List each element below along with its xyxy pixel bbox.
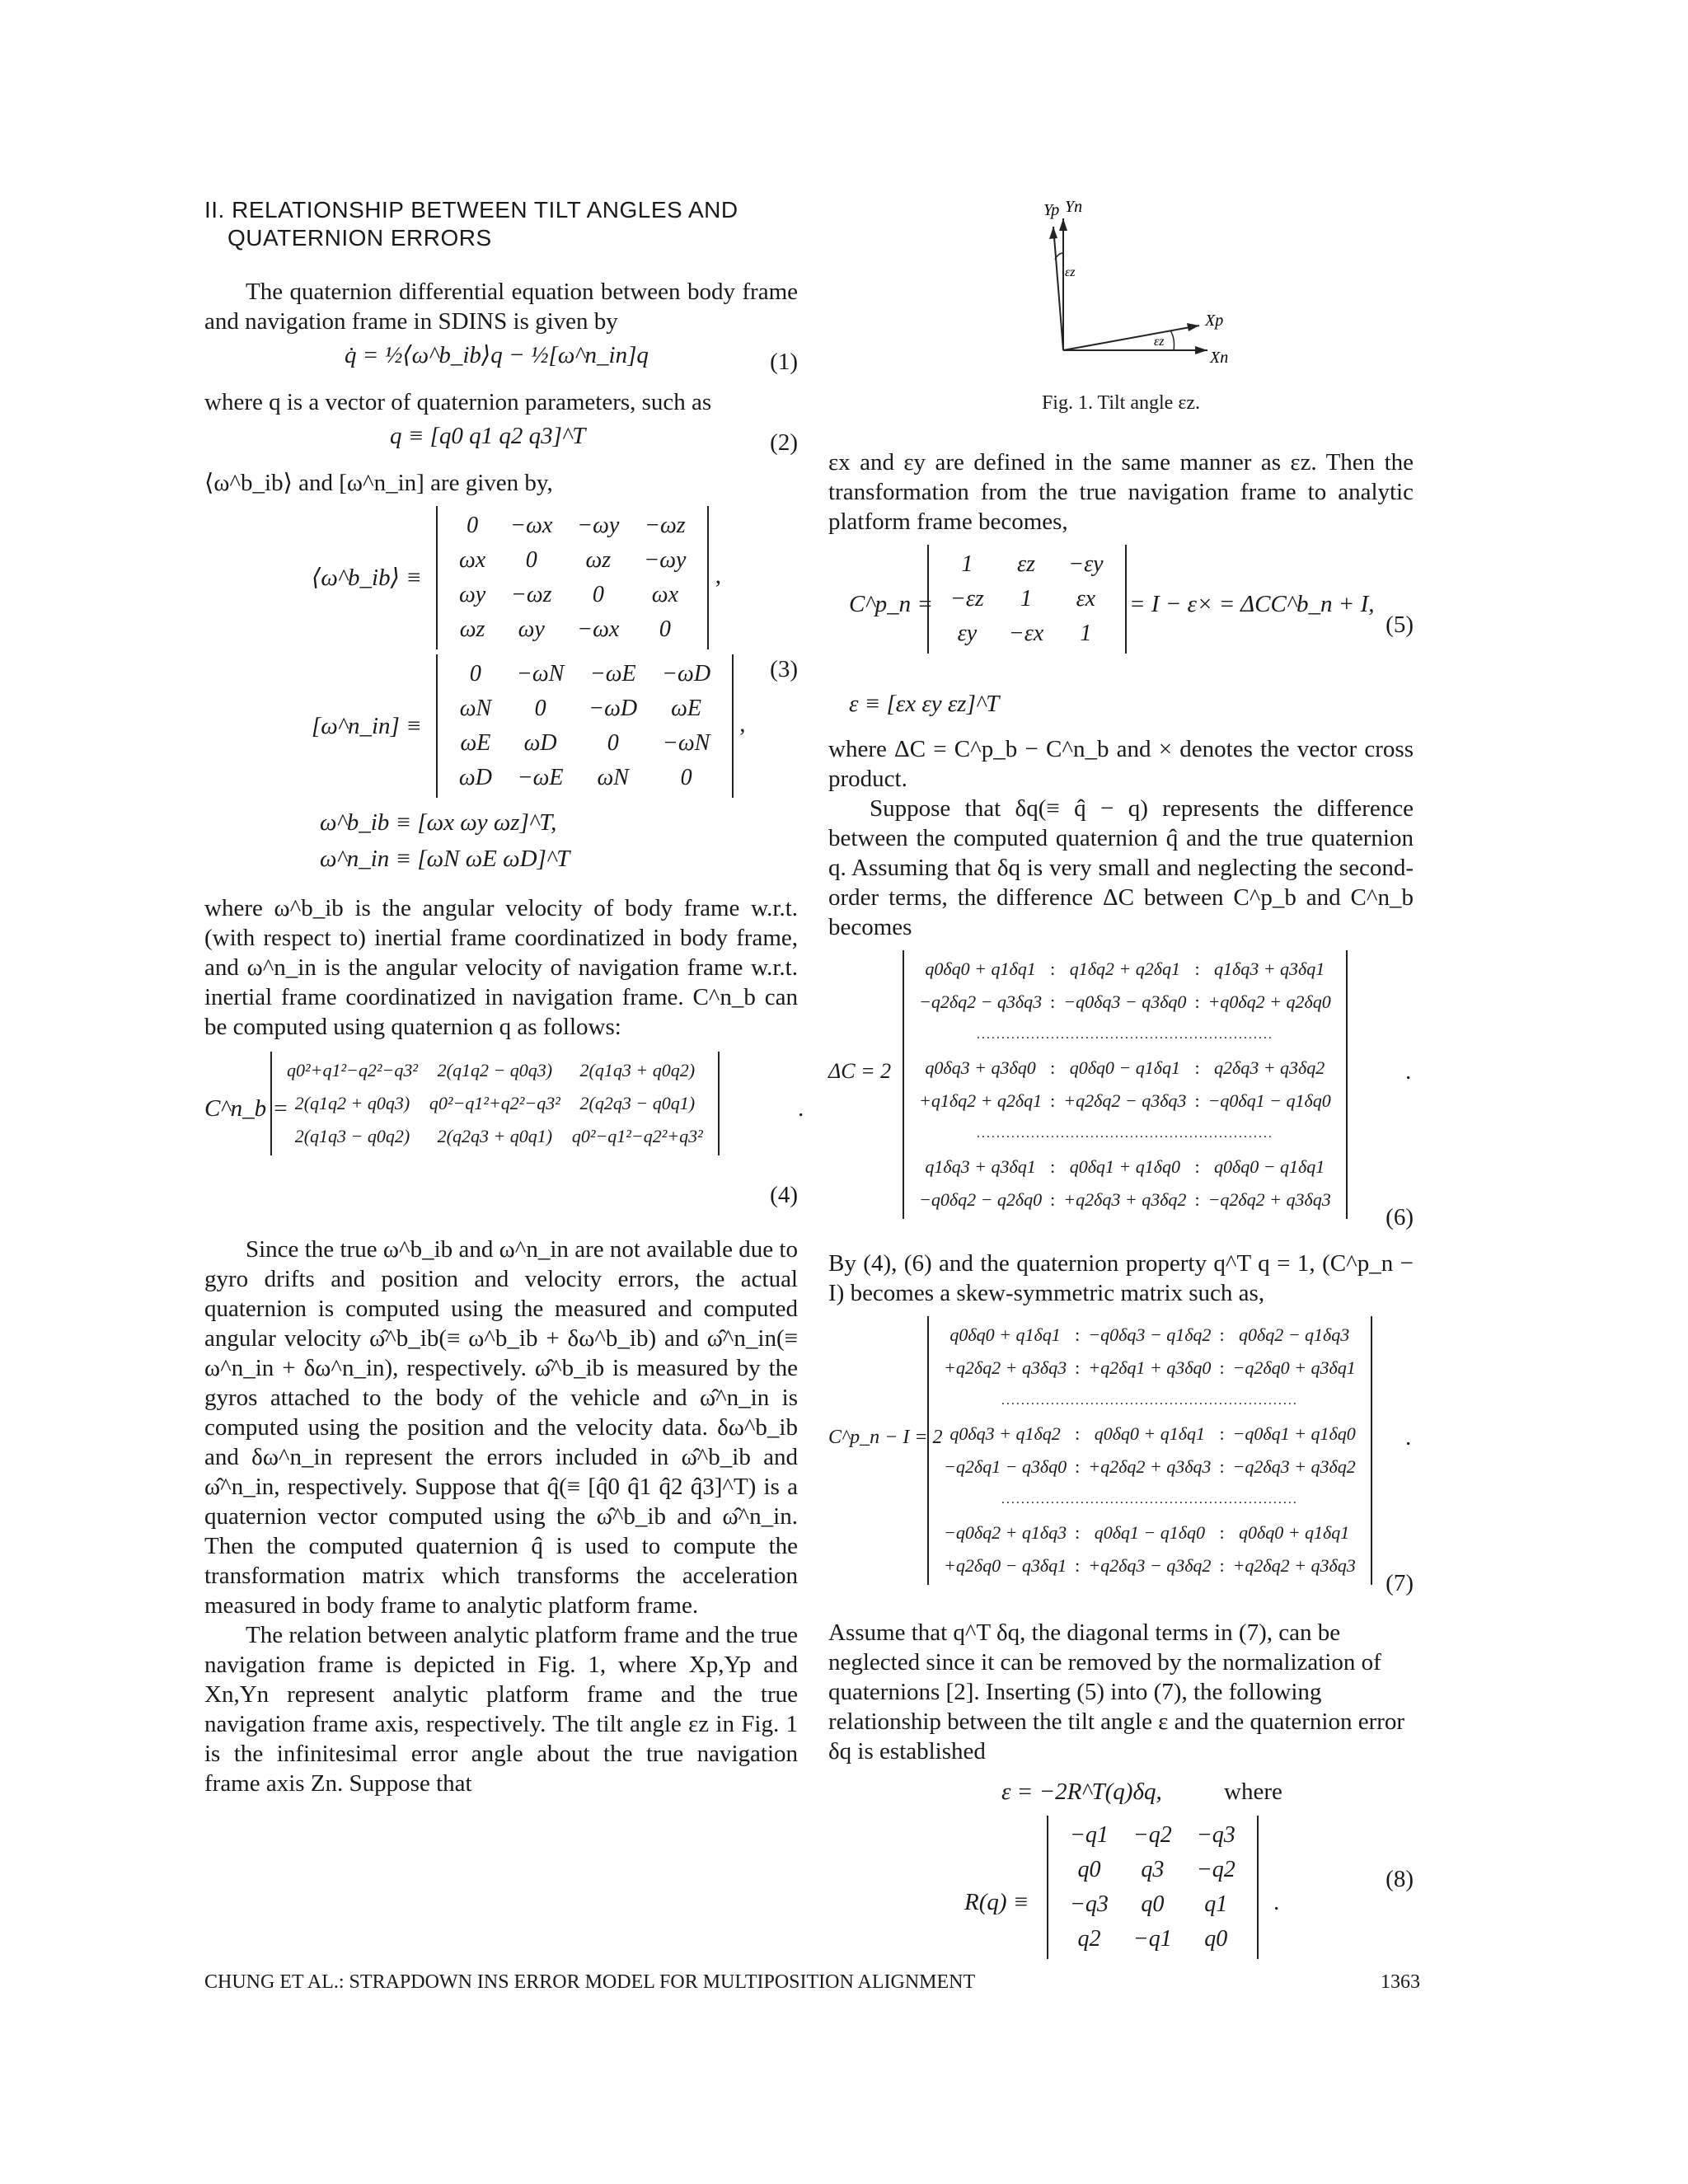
matrix-row — [282, 1055, 708, 1086]
paragraph-normalization: Assume that q^T δq, the diagonal terms in (7), can be neglected since it can be removed by the normalization of quaternions [2]. Inserting (5) into (7), the following relationship between the tilt angle ε and the quaternion error δq is established — [828, 1619, 1405, 1765]
matrix-cell: q0δq3 + q1δq2 — [950, 1423, 1061, 1444]
yp-label: Yp — [1043, 201, 1060, 219]
equation-8a-body: ε = −2R^T(q)δq, — [1001, 1779, 1162, 1805]
equation-2 — [204, 422, 798, 463]
matrix-cell: −q2δq1 − q3δq0 — [944, 1456, 1067, 1477]
matrix-cell: ωy — [518, 616, 545, 642]
matrix-cell: ωE — [671, 696, 702, 721]
matrix-cell: 1 — [1020, 586, 1032, 612]
matrix-cell: 2(q1q2 + q0q3) — [294, 1093, 410, 1113]
matrix-cell: −ωD — [662, 661, 711, 687]
right-column — [828, 194, 1414, 1998]
omega-ib-matrix — [436, 506, 709, 649]
paragraph-tilt-defs: εx and εy are defined in the same manner as εz. Then the transformation from the true navigation frame to analytic platform frame becomes, — [828, 449, 1414, 535]
matrix-cell: +q2δq2 + q3δq3 — [1232, 1555, 1356, 1576]
matrix-column-separator: : — [1075, 1423, 1081, 1444]
equation-3-vectors — [204, 804, 798, 877]
matrix-cell: 0 — [659, 616, 671, 642]
ez-label-lower: εz — [1154, 335, 1165, 349]
matrix-column-separator: : — [1194, 1189, 1200, 1210]
tilt-arc-x — [1170, 330, 1175, 350]
matrix-row — [448, 658, 722, 691]
paragraph-q-def: where q is a vector of quaternion parameters, such as — [204, 389, 712, 415]
matrix-cell: q0δq0 + q1δq1 — [1238, 1522, 1350, 1543]
matrix-column-separator: : — [1194, 958, 1200, 979]
equation-8a-where: where — [1224, 1779, 1282, 1805]
matrix-column-separator: : — [1075, 1357, 1081, 1378]
matrix-cell: 1 — [1080, 621, 1092, 646]
matrix-column-separator: : — [1050, 1156, 1056, 1177]
equation-6-lhs: ΔC = 2 — [828, 1059, 892, 1083]
equation-1 — [204, 341, 798, 382]
matrix-cell: 0 — [607, 730, 619, 756]
matrix-cell: ωy — [458, 582, 486, 607]
matrix-cell: −q3 — [1196, 1822, 1236, 1848]
yn-arrowhead — [1059, 218, 1067, 231]
matrix-cell: −q3 — [1070, 1891, 1109, 1917]
matrix-row — [1058, 1854, 1247, 1886]
equation-4-number-row — [204, 1180, 798, 1210]
equation-8 — [828, 1816, 1414, 1993]
matrix-row — [448, 727, 722, 760]
matrix-cell: q1δq3 + q3δq1 — [925, 1156, 1036, 1177]
tilt-angle-diagram — [1014, 194, 1228, 383]
omega-ib-vector: ω^b_ib ≡ [ωx ωy ωz]^T, — [320, 809, 557, 836]
matrix-cell: q0 — [1077, 1857, 1101, 1882]
equation-8a — [828, 1778, 1414, 1811]
matrix-cell: q0δq0 + q1δq1 — [1094, 1423, 1206, 1444]
matrix-cell: −q1 — [1070, 1822, 1109, 1848]
matrix-column-separator: : — [1194, 1090, 1200, 1111]
matrix-row — [939, 583, 1115, 616]
matrix-cell: q0δq0 + q1δq1 — [950, 1324, 1061, 1345]
matrix-cell: −q2δq2 + q3δq3 — [1207, 1189, 1331, 1210]
matrix-cell: 0 — [467, 513, 479, 538]
matrix-cell: −ωy — [577, 513, 620, 538]
matrix-cell: −q0δq3 − q3δq0 — [1063, 991, 1187, 1012]
equation-1-body: q̇ = ½⟨ω^b_ib⟩q − ½[ω^n_in]q — [345, 342, 649, 368]
matrix-cell: +q0δq2 + q2δq0 — [1207, 991, 1331, 1012]
matrix-column-separator: : — [1075, 1324, 1081, 1345]
matrix-column-separator: : — [1219, 1555, 1225, 1576]
matrix-cell: −εz — [950, 586, 984, 612]
paragraph-delta-c: where ΔC = C^p_b − C^n_b and × denotes the vector cross product. — [828, 736, 1414, 792]
matrix-row — [448, 579, 697, 612]
matrix-cell: −q2 — [1132, 1822, 1172, 1848]
equation-5 — [828, 545, 1414, 685]
equation-6 — [828, 950, 1414, 1210]
matrix-cell: −ωx — [577, 616, 620, 642]
equation-5-vector: ε ≡ [εx εy εz]^T — [849, 691, 1000, 717]
equation-8-number: (8) — [1386, 1866, 1414, 1892]
matrix-cell: ωN — [597, 765, 629, 790]
matrix-cell: −q2δq2 − q3δq3 — [919, 991, 1043, 1012]
matrix-row — [939, 548, 1115, 581]
matrix-cell: q0²+q1²−q2²−q3² — [287, 1060, 418, 1080]
r-matrix — [1047, 1816, 1259, 1959]
yn-label: Yn — [1065, 198, 1083, 216]
matrix-cell: 0 — [525, 547, 537, 573]
dcm-matrix — [270, 1052, 720, 1155]
equation-4-number: (4) — [770, 1182, 798, 1208]
matrix-cell: −ωN — [516, 661, 565, 687]
matrix-cell: −q2δq3 + q3δq2 — [1232, 1456, 1356, 1477]
matrix-row — [939, 1319, 1361, 1351]
matrix-cell: q0 — [1204, 1926, 1228, 1952]
equation-3a-lhs: ⟨ω^b_ib⟩ ≡ — [312, 565, 422, 591]
matrix-row — [448, 509, 697, 542]
matrix-column-separator: : — [1075, 1522, 1081, 1543]
equation-6-number: (6) — [1386, 1204, 1414, 1230]
matrix-column-separator: : — [1050, 958, 1056, 979]
matrix-cell: q0δq0 − q1δq1 — [1069, 1057, 1181, 1078]
equation-2-number: (2) — [770, 429, 798, 456]
equation-1-number: (1) — [770, 349, 798, 375]
equation-7 — [828, 1316, 1414, 1576]
equation-4-lhs: C^n_b = — [204, 1095, 288, 1122]
figure-1 — [1014, 194, 1228, 415]
xn-arrowhead — [1195, 346, 1207, 354]
matrix-column-separator: : — [1194, 1156, 1200, 1177]
matrix-cell: q0δq0 − q1δq1 — [1213, 1156, 1325, 1177]
ez-label-upper: εz — [1065, 265, 1076, 279]
matrix-cell: q0 — [1141, 1891, 1165, 1917]
equation-3a: ⟨ω^b_ib⟩ ≡ 0 −ωx −ωy −ωz ωx 0 ωz −ωy ωy −ωz 0 ωx ωz ωy −ωx 0 , — [204, 506, 798, 649]
cpn-minus-i-matrix — [927, 1316, 1372, 1585]
matrix-dotted-rule: ............................................................ — [1001, 1493, 1298, 1507]
matrix-cell: 2(q1q3 − q0q2) — [294, 1126, 410, 1146]
matrix-cell: +q2δq3 − q3δq2 — [1088, 1555, 1212, 1576]
paragraph-omega-def: ⟨ω^b_ib⟩ and [ω^n_in] are given by, — [204, 470, 553, 496]
matrix-column-separator: : — [1075, 1456, 1081, 1477]
equation-7-number: (7) — [1386, 1570, 1414, 1596]
matrix-cell: +q2δq0 − q3δq1 — [944, 1555, 1067, 1576]
matrix-column-separator: : — [1219, 1522, 1225, 1543]
section-heading-line2: QUATERNION ERRORS — [227, 225, 492, 251]
equation-4-period: . — [798, 1095, 804, 1122]
section-heading — [204, 196, 798, 252]
matrix-row — [914, 954, 1336, 985]
page-number: 1363 — [1381, 1971, 1420, 1993]
matrix-row — [448, 692, 722, 725]
matrix-column-separator: : — [1050, 1057, 1056, 1078]
matrix-row — [914, 987, 1336, 1018]
matrix-cell: q0δq1 + q1δq0 — [1069, 1156, 1181, 1177]
matrix-column-separator: : — [1050, 1189, 1056, 1210]
matrix-cell: q2 — [1077, 1926, 1101, 1952]
matrix-cell: ωD — [458, 765, 492, 790]
matrix-cell: −q0δq1 − q1δq0 — [1207, 1090, 1331, 1111]
equation-3b-lhs: [ω^n_in] ≡ — [312, 713, 422, 739]
matrix-cell: q0²−q1²+q2²−q3² — [429, 1093, 560, 1113]
matrix-cell: ωx — [458, 547, 486, 573]
matrix-cell: −q1 — [1132, 1926, 1172, 1952]
matrix-cell: +q2δq3 + q3δq2 — [1063, 1189, 1187, 1210]
matrix-cell: +q2δq2 − q3δq3 — [1063, 1090, 1187, 1111]
equation-7-lhs: C^p_n − I = 2 — [828, 1427, 943, 1448]
matrix-cell: 2(q1q3 + q0q2) — [579, 1060, 696, 1080]
matrix-row — [939, 1451, 1361, 1483]
matrix-dotted-rule: ............................................................ — [1001, 1394, 1298, 1408]
yp-axis — [1053, 227, 1063, 350]
paragraph-intro: The quaternion differential equation between body frame and navigation frame in SDINS is given by — [204, 279, 798, 335]
matrix-row — [282, 1121, 708, 1152]
matrix-cell: −εx — [1008, 621, 1044, 646]
equation-3-number: (3) — [770, 656, 798, 682]
matrix-row — [939, 1418, 1361, 1450]
matrix-cell: −q0δq2 − q2δq0 — [919, 1189, 1043, 1210]
matrix-cell: εx — [1076, 586, 1096, 612]
matrix-cell: ωx — [651, 582, 678, 607]
matrix-cell: q1 — [1204, 1891, 1228, 1917]
equation-6-period: . — [1405, 1058, 1412, 1085]
matrix-column-separator: : — [1050, 991, 1056, 1012]
equation-2-body: q ≡ [q0 q1 q2 q3]^T — [390, 423, 586, 449]
matrix-cell: +q1δq2 + q2δq1 — [919, 1090, 1043, 1111]
matrix-dotted-rule: ............................................................ — [976, 1127, 1273, 1141]
cpn-matrix — [927, 545, 1127, 654]
matrix-cell: −q2δq0 + q3δq1 — [1232, 1357, 1356, 1378]
xp-label: Xp — [1205, 312, 1224, 330]
section-heading-line1: II. RELATIONSHIP BETWEEN TILT ANGLES AND — [204, 197, 738, 223]
matrix-cell: −ωx — [510, 513, 553, 538]
matrix-cell: −q0δq2 + q1δq3 — [944, 1522, 1067, 1543]
matrix-cell: 2(q2q3 − q0q1) — [579, 1093, 696, 1113]
paragraph-skew-symmetric: By (4), (6) and the quaternion property q^T q = 1, (C^p_n − I) becomes a skew-symmetric matrix such as, — [828, 1250, 1414, 1306]
matrix-column-separator: : — [1219, 1423, 1225, 1444]
matrix-column-separator: : — [1050, 1090, 1056, 1111]
running-footer-title: CHUNG ET AL.: STRAPDOWN INS ERROR MODEL FOR MULTIPOSITION ALIGNMENT — [204, 1971, 976, 1993]
matrix-cell: +q2δq2 + q3δq3 — [1088, 1456, 1212, 1477]
matrix-cell: −ωE — [589, 661, 636, 687]
matrix-cell: −ωE — [517, 765, 564, 790]
matrix-row — [282, 1088, 708, 1119]
matrix-column-separator: : — [1075, 1555, 1081, 1576]
matrix-cell: ωE — [460, 730, 491, 756]
matrix-cell: q0²−q1²−q2²+q3² — [571, 1126, 703, 1146]
matrix-dotted-separator — [939, 1385, 1361, 1417]
matrix-cell: 0 — [469, 661, 481, 687]
matrix-cell: ωz — [459, 616, 485, 642]
matrix-row — [939, 1352, 1361, 1384]
matrix-cell: 1 — [961, 551, 973, 577]
matrix-cell: −q2 — [1196, 1857, 1236, 1882]
equation-7-number-row — [828, 1568, 1414, 1598]
matrix-cell: ωN — [459, 696, 492, 721]
matrix-column-separator: : — [1194, 1057, 1200, 1078]
matrix-cell: −ωy — [644, 547, 687, 573]
matrix-cell: −εy — [1068, 551, 1104, 577]
figure-caption: Fig. 1. Tilt angle εz. — [1041, 392, 1201, 414]
matrix-cell: +q2δq1 + q3δq0 — [1088, 1357, 1212, 1378]
matrix-cell: −ωz — [510, 582, 552, 607]
equation-7-period: . — [1405, 1424, 1412, 1451]
delta-c-matrix — [903, 950, 1348, 1219]
matrix-row — [448, 544, 697, 577]
matrix-cell: q1δq3 + q3δq1 — [1213, 958, 1325, 979]
matrix-cell: ωD — [523, 730, 557, 756]
equation-6-number-row — [828, 1202, 1414, 1232]
matrix-cell: q2δq3 + q3δq2 — [1213, 1057, 1325, 1078]
matrix-cell: ωz — [585, 547, 612, 573]
paragraph-quaternion-error: Suppose that δq(≡ q̂ − q) represents the difference between the computed quaternion q̂ and the true quaternion q. Assuming that δq is very small and neglecting the second-order terms, the difference ΔC between C^p_b and C^n_b becomes — [828, 795, 1414, 940]
matrix-row — [1058, 1819, 1247, 1852]
matrix-row — [1058, 1888, 1247, 1921]
matrix-cell: 2(q1q2 − q0q3) — [437, 1060, 553, 1080]
equation-8-period: . — [1273, 1889, 1280, 1915]
matrix-cell: q1δq2 + q2δq1 — [1069, 958, 1181, 979]
matrix-cell: q0δq3 + q3δq0 — [925, 1057, 1036, 1078]
matrix-cell: −q0δq3 − q1δq2 — [1088, 1324, 1212, 1345]
left-column — [204, 190, 804, 1798]
matrix-row — [939, 1517, 1361, 1549]
equation-3b: [ω^n_in] ≡ 0 −ωN −ωE −ωD ωN 0 −ωD ωE ωE ωD 0 −ωN ωD −ωE ωN 0 , — [204, 654, 798, 798]
matrix-cell: 0 — [680, 765, 692, 790]
equation-5-lhs: C^p_n = — [849, 591, 933, 617]
paragraph-angular-velocity: where ω^b_ib is the angular velocity of body frame w.r.t. (with respect to) inertial frame coordinatized in body frame, and ω^n_in is the angular velocity of navigation frame w.r.t. inertial frame coordinatized in navigation frame. C^n_b can be computed using quaternion q as follows: — [204, 895, 798, 1040]
matrix-dotted-separator — [914, 1019, 1336, 1051]
omega-in-matrix — [436, 654, 734, 798]
matrix-cell: −ωD — [588, 696, 638, 721]
xp-axis — [1063, 326, 1199, 350]
omega-in-vector: ω^n_in ≡ [ωN ωE ωD]^T — [320, 846, 570, 872]
matrix-dotted-separator — [914, 1118, 1336, 1150]
matrix-cell: q0δq0 + q1δq1 — [925, 958, 1036, 979]
matrix-cell: 2(q2q3 + q0q1) — [437, 1126, 553, 1146]
matrix-cell: q3 — [1141, 1857, 1165, 1882]
matrix-column-separator: : — [1219, 1357, 1225, 1378]
equation-8-lhs: R(q) ≡ — [964, 1889, 1029, 1915]
equation-5-number: (5) — [1386, 612, 1414, 638]
matrix-cell: q0δq2 − q1δq3 — [1238, 1324, 1350, 1345]
matrix-cell: εy — [957, 621, 978, 646]
matrix-column-separator: : — [1219, 1324, 1225, 1345]
matrix-cell: +q2δq2 + q3δq3 — [944, 1357, 1067, 1378]
matrix-row — [914, 1052, 1336, 1084]
paragraph-true-quaternion: Since the true ω^b_ib and ω^n_in are not available due to gyro drifts and position and velocity errors, the actual quaternion is computed using the measured and computed angular velocity ω̂^b_ib(≡ ω^b_ib + δω^b_ib) and ω̂^n_in(≡ ω^n_in + δω^n_in), respectively. ω̂^b_ib is measured by the gyros attached to the body of the vehicle and ω̂^n_in is computed using the position and the velocity data. δω^b_ib and δω^n_in represent the errors included in ω̂^b_ib and ω̂^n_in, respectively. Suppose that q̂(≡ [q̂0 q̂1 q̂2 q̂3]^T) is a quaternion vector computed using the ω̂^b_ib and ω̂^n_in. Then the computed quaternion q̂ is used to compute the transformation matrix which transforms the acceleration measured in body frame to analytic platform frame. — [204, 1236, 798, 1619]
xp-arrowhead — [1187, 323, 1199, 331]
paragraph-frame-relation: The relation between analytic platform frame and the true navigation frame is depicted in Fig. 1, where Xp,Yp and Xn,Yn represent analytic platform frame and the true navigation frame axis, respectively. The tilt angle εz in Fig. 1 is the infinitesimal error angle about the true navigation frame axis Zn. Suppose that — [204, 1622, 798, 1797]
equation-4 — [204, 1052, 804, 1175]
matrix-cell: q0δq1 − q1δq0 — [1094, 1522, 1206, 1543]
matrix-cell: 0 — [592, 582, 604, 607]
matrix-row — [448, 613, 697, 646]
matrix-row — [914, 1151, 1336, 1183]
matrix-row — [448, 762, 722, 794]
matrix-dotted-separator — [939, 1484, 1361, 1516]
yp-arrowhead — [1049, 227, 1057, 239]
matrix-row — [1058, 1923, 1247, 1956]
matrix-column-separator: : — [1219, 1456, 1225, 1477]
matrix-row — [939, 617, 1115, 650]
equation-5-rhs: = I − ε× = ΔCC^b_n + I, — [1129, 591, 1375, 617]
matrix-row — [914, 1085, 1336, 1117]
matrix-column-separator: : — [1194, 991, 1200, 1012]
matrix-cell: −ωN — [662, 730, 710, 756]
matrix-dotted-rule: ............................................................ — [976, 1028, 1273, 1042]
matrix-cell: −ωz — [645, 513, 686, 538]
xn-label: Xn — [1210, 349, 1228, 367]
matrix-cell: 0 — [534, 696, 546, 721]
matrix-cell: εz — [1017, 551, 1035, 577]
equation-3 — [204, 506, 798, 877]
matrix-cell: −q0δq1 + q1δq0 — [1232, 1423, 1356, 1444]
